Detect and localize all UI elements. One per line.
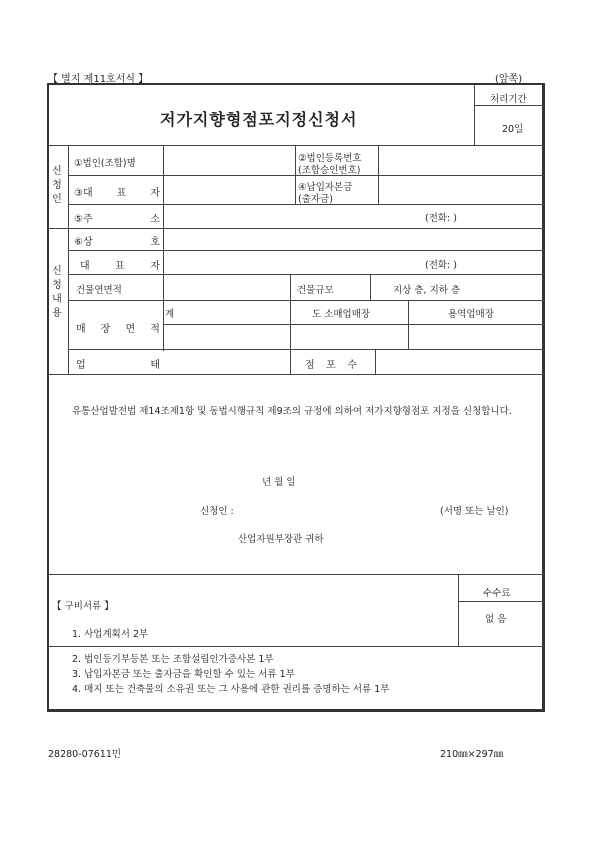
rep-label: ③대 표 자 [74,188,160,199]
page-side-label: (앞쪽) [495,74,523,85]
applicant-section-label: 신청인 [52,166,62,205]
floor-area-label: 건물연면적 [76,285,122,296]
address-label: ⑤주 소 [74,214,160,225]
floors-label: 지상 층, 지하 층 [393,285,461,296]
trade-name-label: ⑥상 호 [74,237,160,248]
capital-sub-label: (출자금) [298,194,333,205]
addressee: 산업자원부장관 귀하 [238,534,324,545]
required-docs-label: 【 구비서류 】 [52,601,114,612]
capital-label: ④납입자본금 [298,182,353,193]
signature-note: (서명 또는 날인) [440,506,509,517]
corp-reg-label: ②법인등록번호 [298,153,362,164]
applicant-phone: (전화: ) [425,213,457,224]
wholesale-label: 도 소매업매장 [312,309,371,320]
statement: 유통산업발전법 제14조제1항 및 동법시행규칙 제9조의 규정에 의하여 저가지향형점포 지정을 신청합니다. [72,406,512,417]
form-number: 【 별지 제11호서식 】 [48,74,149,85]
doc-item: 2. 법인등기부등본 또는 조합설립인가증사본 1부 [72,654,274,665]
form-frame [47,83,545,712]
applicant-signature-label: 신청인 : [200,506,234,517]
building-scale-label: 건물규모 [297,285,334,296]
form-title: 저가지향형점포지정신청서 [160,110,358,129]
processing-period-value: 20일 [502,124,524,135]
doc-item: 4. 매지 또는 건축물의 소유권 또는 그 사용에 관한 권리를 증명하는 서류 1부 [72,684,390,695]
date-line: 년 월 일 [262,477,296,488]
service-label: 용역업매장 [448,309,494,320]
form-code: 28280-07611민 [48,749,122,760]
fee-label: 수수료 [483,588,511,599]
doc-item: 3. 납입자본금 또는 출자금을 확인할 수 있는 서류 1부 [72,669,295,680]
corp-reg-sub-label: (조합승인번호) [298,165,361,176]
store-count-label: 점 포 수 [305,360,357,371]
paper-size: 210㎜×297㎜ [440,749,504,760]
fee-value: 없 음 [485,614,507,625]
business-type-label: 업 태 [76,360,160,371]
content-phone: (전화: ) [425,260,457,271]
corp-name-label: ①법인(조합)명 [74,158,136,169]
content-section-label: 신청내용 [52,266,62,319]
total-label: 계 [165,309,175,320]
doc-item: 1. 사업계획서 2부 [72,629,149,640]
processing-period-label: 처리기간 [490,94,527,105]
content-rep-label: 대 표 자 [80,261,160,272]
store-area-label: 매 장 면 적 [76,324,160,335]
